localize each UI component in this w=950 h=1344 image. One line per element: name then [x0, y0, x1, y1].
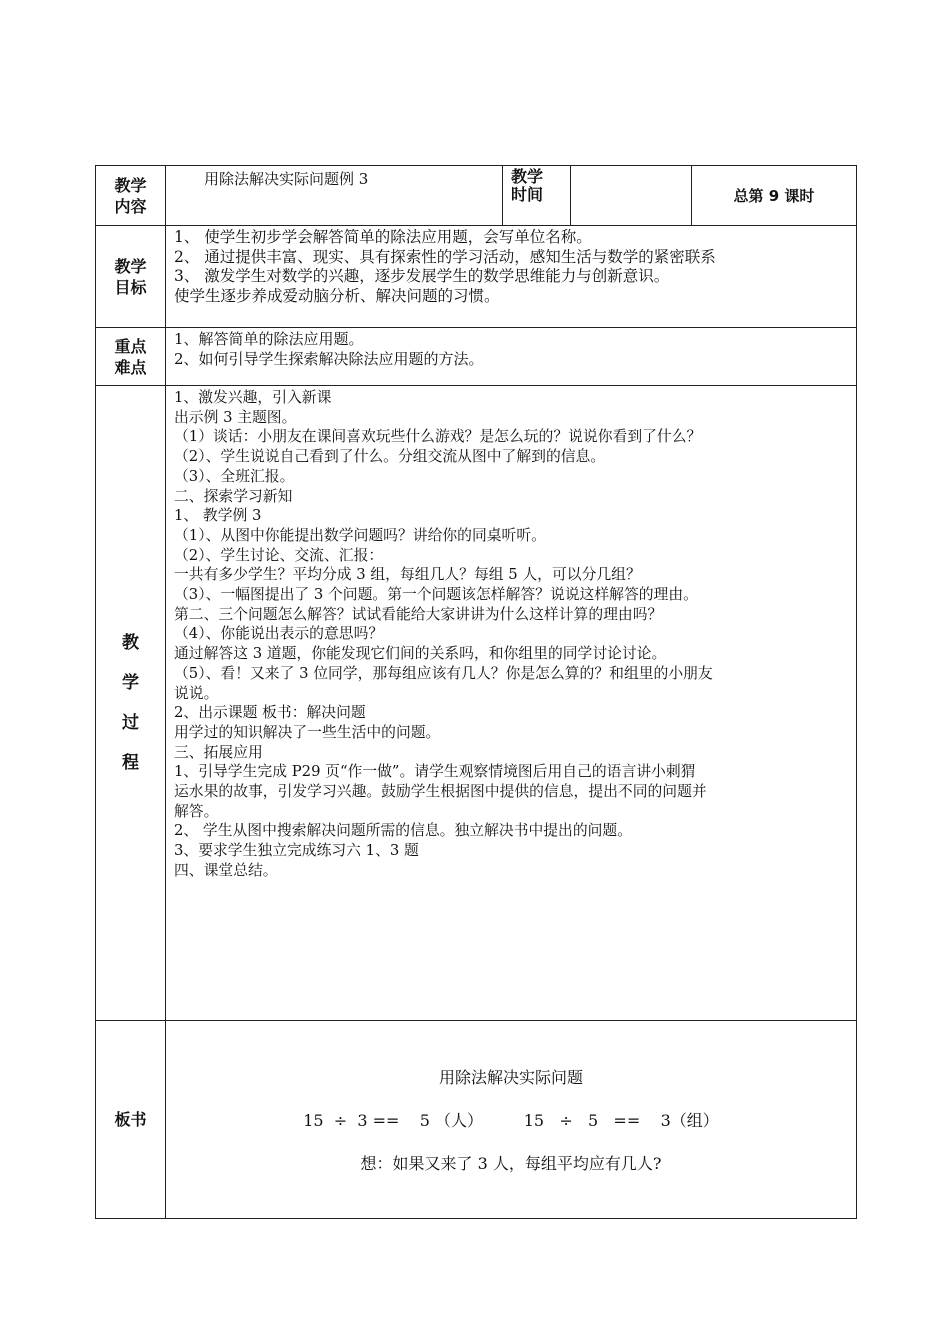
- process-label-char: 学: [122, 673, 139, 693]
- time-label-line-1: 教学: [511, 167, 544, 186]
- goals-content: [166, 226, 857, 328]
- goals-label: [96, 226, 166, 328]
- process-line: （1）、从图中你能提出数学问题吗？讲给你的同桌听听。: [174, 526, 546, 544]
- process-line: （1）谈话：小朋友在课间喜欢玩些什么游戏？是怎么玩的？说说你看到了什么？: [174, 428, 702, 446]
- keypoints-content: [166, 328, 857, 386]
- goals-row: [96, 226, 857, 328]
- board-equations: 15 ÷ 3 == 5 （人） 15 ÷ 5 == 3（组）: [303, 1111, 719, 1130]
- process-line: 通过解答这 3 道题，你能发现它们间的关系吗，和你组里的同学讨论讨论。: [174, 645, 667, 663]
- process-line: 出示例 3 主题图。: [174, 408, 297, 426]
- content-label-line-1: 教学: [114, 175, 147, 195]
- board-title: 用除法解决实际问题: [438, 1068, 583, 1087]
- process-line: 第二、三个问题怎么解答？试试看能给大家讲讲为什么这样计算的理由吗？: [174, 605, 663, 623]
- process-label-char: 过: [122, 713, 139, 733]
- goals-label-line-2: 目标: [114, 277, 147, 297]
- process-line: 二、探索学习新知: [174, 487, 293, 505]
- keypoints-row: [96, 328, 857, 386]
- lesson-title: 用除法解决实际问题例 3: [166, 166, 503, 226]
- process-line: （3）、全班汇报。: [174, 467, 295, 485]
- content-label: [96, 166, 166, 226]
- keypoint-line: 2、如何引导学生探索解决除法应用题的方法。: [174, 349, 484, 368]
- process-content: [166, 386, 857, 1021]
- goal-line: 3、 激发学生对数学的兴趣，逐步发展学生的数学思维能力与创新意识。: [174, 267, 670, 286]
- process-line: 3、要求学生独立完成练习六 1、3 题: [174, 842, 419, 860]
- board-row: [96, 1021, 857, 1219]
- total-lesson-count: 总第 9 课时: [692, 166, 857, 226]
- board-content: [166, 1021, 857, 1219]
- time-label-line-2: 时间: [511, 185, 544, 204]
- process-line: 用学过的知识解决了一些生活中的问题。: [174, 723, 441, 741]
- process-line: 解答。: [174, 802, 219, 820]
- keypoints-label-line-2: 难点: [114, 357, 147, 377]
- process-line: （2）、学生说说自己看到了什么。分组交流从图中了解到的信息。: [174, 448, 606, 466]
- process-line: 2、出示课题 板书：解决问题: [174, 704, 366, 722]
- time-label: [503, 166, 571, 226]
- process-line: 说说。: [174, 684, 219, 702]
- process-label: [96, 386, 166, 1021]
- process-line: （4）、你能说出表示的意思吗？: [174, 625, 384, 643]
- goal-line: 1、 使学生初步学会解答简单的除法应用题，会写单位名称。: [174, 228, 592, 246]
- keypoints-label: [96, 328, 166, 386]
- keypoint-line: 1、解答简单的除法应用题。: [174, 330, 364, 348]
- process-row: [96, 386, 857, 1021]
- process-line: （3）、一幅图提出了 3 个问题。第一个问题该怎样解答？说说这样解答的理由。: [174, 586, 698, 604]
- board-label: 板书: [96, 1021, 166, 1219]
- content-label-line-2: 内容: [114, 196, 147, 216]
- process-line: 1、引导学生完成 P29 页“作一做”。请学生观察情境图后用自己的语言讲小刺猬: [174, 763, 696, 781]
- process-label-char: 教: [122, 633, 139, 653]
- process-line: 四、课堂总结。: [174, 861, 278, 879]
- process-line: （2）、学生讨论、交流、汇报：: [174, 546, 384, 564]
- time-value: [571, 166, 692, 226]
- process-line: 1、 教学例 3: [174, 507, 262, 525]
- header-row: [96, 166, 857, 226]
- process-line: 1、激发兴趣，引入新课: [174, 389, 332, 406]
- keypoints-label-line-1: 重点: [114, 336, 147, 356]
- goal-line: 使学生逐步养成爱动脑分析、解决问题的习惯。: [174, 286, 500, 305]
- process-line: 三、拓展应用: [174, 743, 263, 761]
- process-line: 运水果的故事，引发学习兴趣。鼓励学生根据图中提供的信息，提出不同的问题并: [174, 783, 707, 801]
- process-line: 2、 学生从图中搜索解决问题所需的信息。独立解决书中提出的问题。: [174, 822, 633, 840]
- lesson-plan-table: [95, 165, 857, 1219]
- process-label-char: 程: [122, 753, 139, 773]
- board-question: 想：如果又来了 3 人，每组平均应有几人?: [360, 1154, 662, 1173]
- goal-line: 2、 通过提供丰富、现实、具有探索性的学习活动，感知生活与数学的紧密联系: [174, 247, 716, 266]
- process-line: （5）、看！又来了 3 位同学，那每组应该有几人？你是怎么算的？和组里的小朋友: [174, 664, 713, 682]
- process-line: 一共有多少学生？平均分成 3 组，每组几人？每组 5 人，可以分几组？: [174, 566, 641, 584]
- goals-label-line-1: 教学: [114, 256, 147, 276]
